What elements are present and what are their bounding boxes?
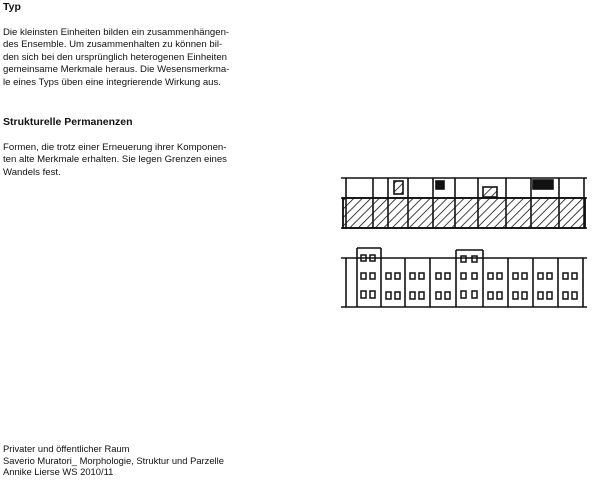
footer-line: Privater und öffentlicher Raum [3,443,130,454]
sketch-windows [361,255,577,299]
text-line: Formen, die trotz einer Erneuerung ihrer Komponen- [3,142,227,153]
text-line: ten alte Merkmale erhalten. Sie legen Grenzen eines [3,154,227,166]
text-line: le eines Typs üben eine integrierende Wirkung aus. [3,76,221,88]
text-line: Die kleinsten Einheiten bilden ein zusammenhängen- [3,27,230,38]
text-line: Wandels fest. [3,166,61,178]
text-line: den sich bei den ursprünglich heterogenen Einheiten [3,51,228,63]
footer-line: Annike Lierse WS 2010/11 [3,466,114,478]
footer-line: Saverio Muratori_ Morphologie, Struktur und Parzelle [3,454,224,466]
footer [3,443,224,478]
section-title-permanenzen: Strukturelle Permanenzen [3,116,133,128]
section-title-typ: Typ [3,1,21,13]
text-line: gemeinsame Merkmale heraus. Die Wesensmerkma- [3,64,230,76]
sketch-plan-parcels [341,178,587,228]
text-line: des Ensemble. Um zusammenhalten zu können bil- [3,39,223,51]
